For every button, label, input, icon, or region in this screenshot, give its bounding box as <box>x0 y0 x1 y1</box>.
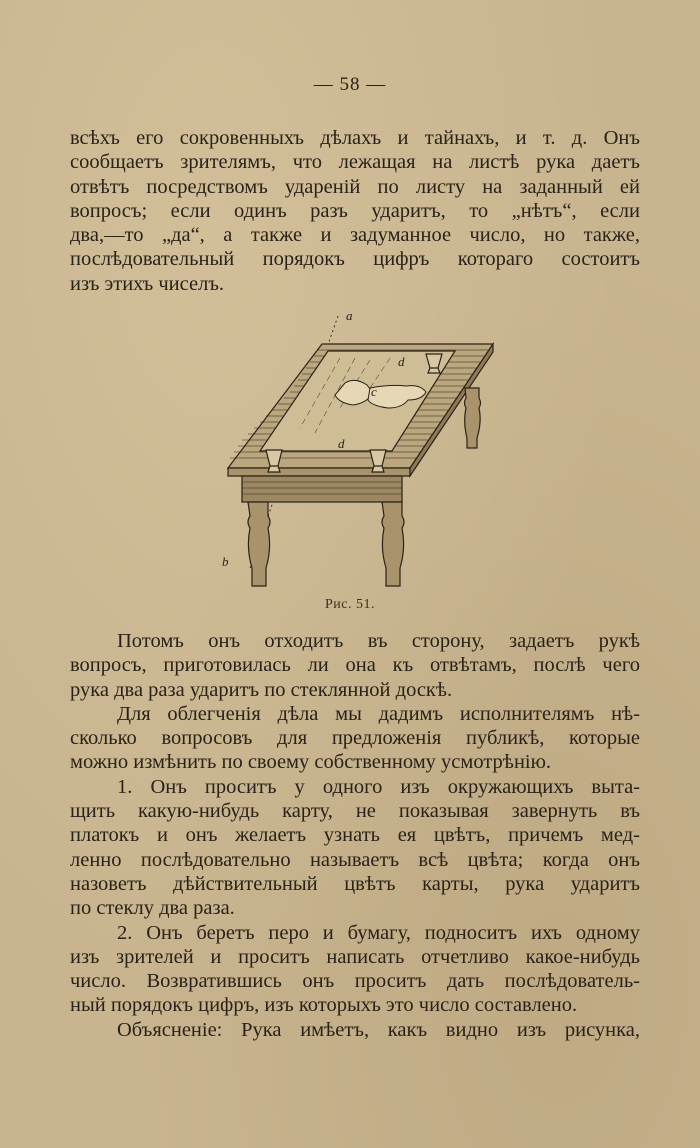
text-line: Потомъ онъ отходитъ въ сторону, задаетъ рукѣ <box>117 630 640 652</box>
text-line: отвѣтъ посредствомъ удареній по листу на заданный ей <box>70 175 640 198</box>
text-line: щить какую-нибудь карту, не показывая завернуть въ <box>70 800 640 823</box>
text-line: платокъ и онъ желаетъ узнать ея цвѣтъ, причемъ мед- <box>70 824 640 847</box>
figure-label-c: c <box>371 384 377 399</box>
text-line: 1. Онъ проситъ у одного изъ окружающихъ выта- <box>117 775 640 798</box>
text-line: ленно послѣдовательно называетъ всѣ цвѣта; когда онъ <box>70 848 640 871</box>
text-line: сообщаетъ зрителямъ, что лежащая на листѣ рука даетъ <box>70 151 640 174</box>
figure-label-b: b <box>222 554 229 569</box>
figure-table-illustration <box>220 308 510 593</box>
text-line: Объясненіе: Рука имѣетъ, какъ видно изъ рисунка, <box>117 1018 640 1041</box>
leg-front-left <box>248 502 270 586</box>
text-line: назоветъ дѣйствительный цвѣтъ карты, рука ударитъ <box>70 872 640 895</box>
table-engraving <box>220 308 510 593</box>
paragraph-body <box>70 629 640 1042</box>
figure-label-a: a <box>346 308 353 323</box>
text-line: послѣдовательный порядокъ цифръ котораго состоитъ <box>70 248 640 271</box>
text-line: по стеклу два раза. <box>70 897 235 920</box>
leg-back-right <box>465 388 481 448</box>
text-line: всѣхъ его сокровенныхъ дѣлахъ и тайнахъ, и т. д. Онъ <box>70 127 640 149</box>
text-line: два,—то „да“, а также и задуманное число, но также, <box>70 224 640 247</box>
text-line: изъ этихъ чиселъ. <box>70 272 225 295</box>
text-line: число. Возвратившись онъ проситъ дать послѣдователь- <box>70 970 640 993</box>
table-apron <box>242 476 402 502</box>
paragraph-top <box>70 126 640 296</box>
figure-label-d-bottom: d <box>338 436 345 451</box>
text-line: вопросъ; если одинъ разъ ударитъ, то „нѣтъ“, если <box>70 199 640 222</box>
figure-caption: Рис. 51. <box>325 597 375 612</box>
text-line: рука два раза ударитъ по стеклянной доскѣ. <box>70 678 453 701</box>
text-line: Для облегченія дѣла мы дадимъ исполнителямъ нѣ- <box>117 702 640 725</box>
text-line: ный порядокъ цифръ, изъ которыхъ это число составлено. <box>70 994 578 1017</box>
leg-front-right <box>382 502 404 586</box>
page-number: — 58 — <box>313 74 387 95</box>
text-line: сколько вопросовъ для предложенія публикѣ, которые <box>70 727 640 750</box>
text-line: изъ зрителей и проситъ написать отчетливо какое-нибудь <box>70 945 640 968</box>
text-line: вопросъ, приготовилась ли она къ отвѣтамъ, послѣ чего <box>70 654 640 677</box>
figure-label-d-top: d <box>398 354 405 369</box>
text-line: можно измѣнить по своему собственному усмотрѣнію. <box>70 751 552 774</box>
text-line: 2. Онъ беретъ перо и бумагу, подноситъ ихъ одному <box>117 921 640 944</box>
